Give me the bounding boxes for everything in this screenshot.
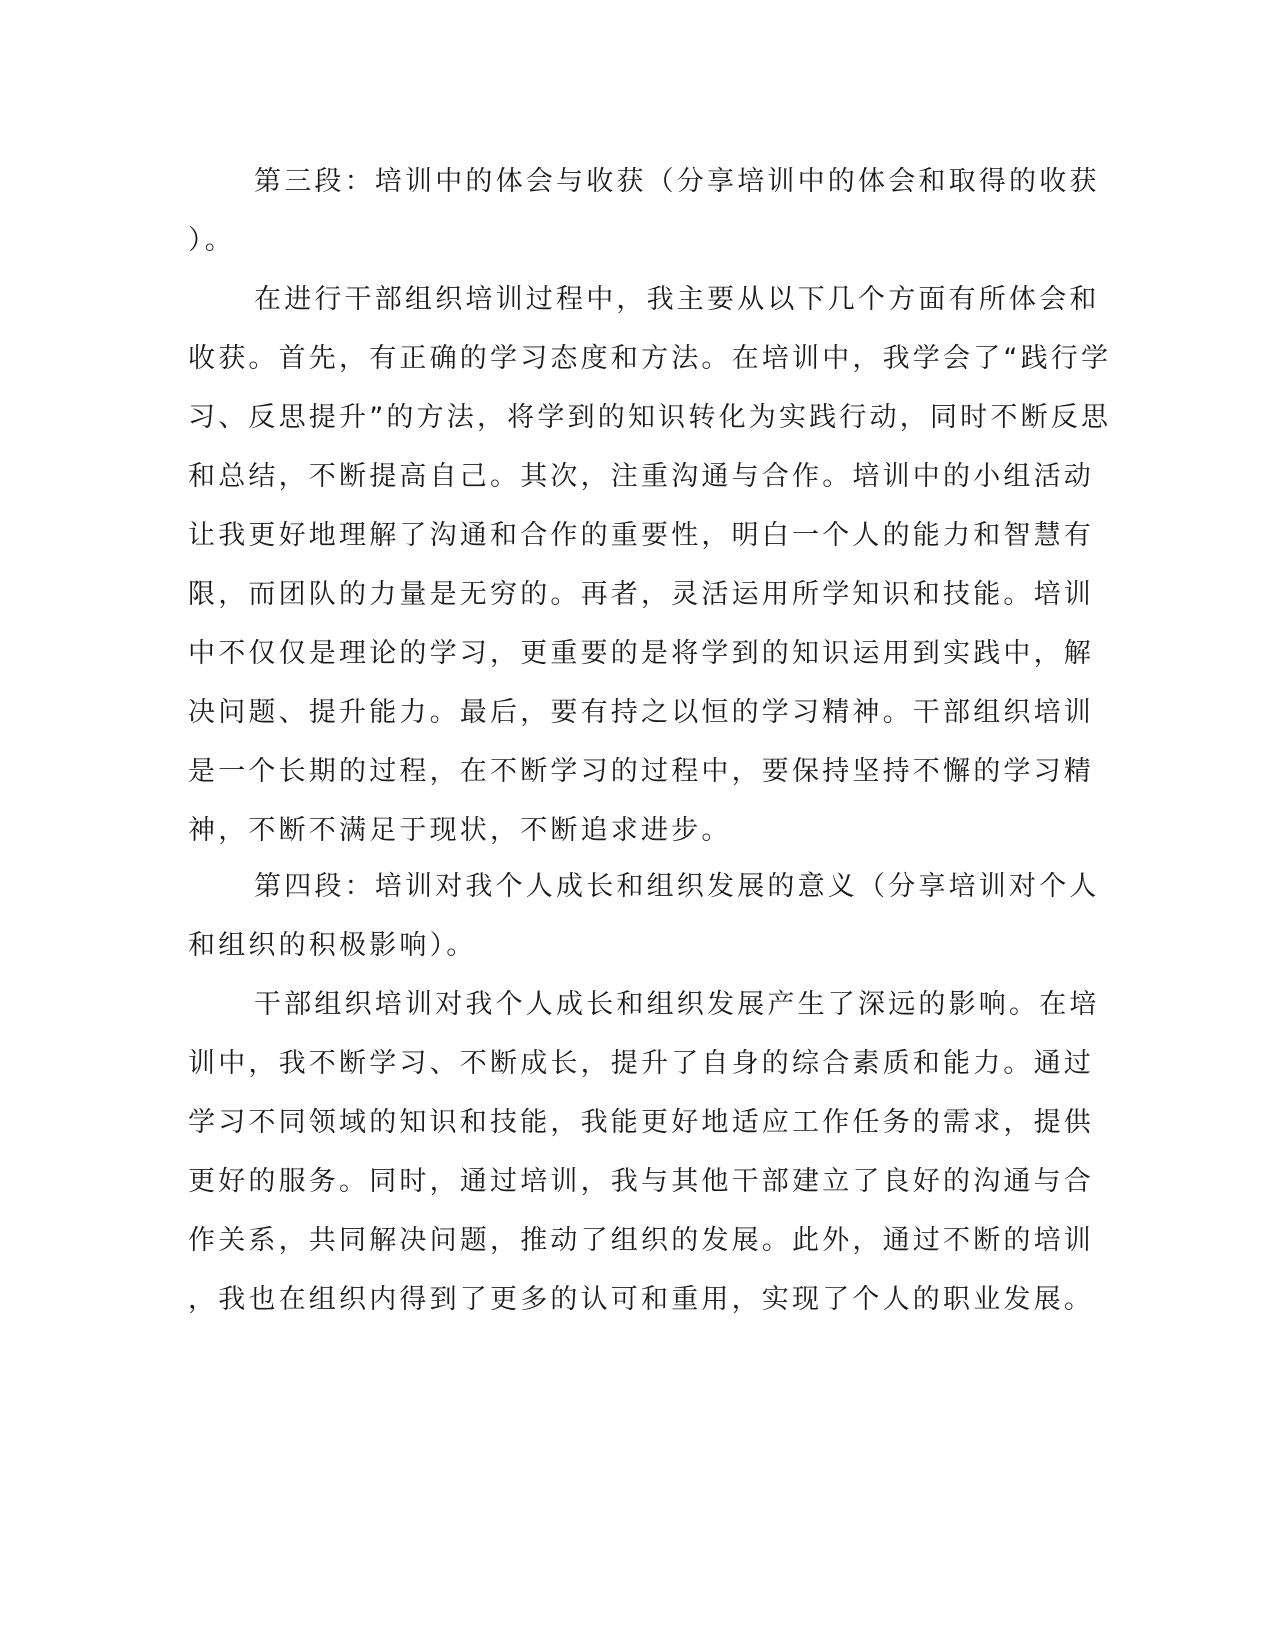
paragraph-line: 干部组织培训对我个人成长和组织发展产生了深远的影响。在培 xyxy=(254,989,1100,1020)
paragraph-line: 中不仅仅是理论的学习，更重要的是将学到的知识运用到实践中，解 xyxy=(188,638,1094,669)
paragraph-line: 收获。首先，有正确的学习态度和方法。在培训中，我学会了“践行学 xyxy=(188,343,1112,374)
paragraph-line: 让我更好地理解了沟通和合作的重要性，明白一个人的能力和智慧有 xyxy=(188,520,1094,551)
paragraph-line: 作关系，共同解决问题，推动了组织的发展。此外，通过不断的培训 xyxy=(188,1225,1094,1256)
section-four-heading-line-2: 和组织的积极影响）。 xyxy=(188,930,477,961)
paragraph-line: 神，不断不满足于现状，不断追求进步。 xyxy=(188,815,732,846)
paragraph-line: 决问题、提升能力。最后，要有持之以恒的学习精神。干部组织培训 xyxy=(188,697,1094,728)
paragraph-line: ，我也在组织内得到了更多的认可和重用，实现了个人的职业发展。 xyxy=(188,1284,1094,1315)
paragraph-line: 在进行干部组织培训过程中，我主要从以下几个方面有所体会和 xyxy=(254,284,1100,315)
paragraph-line: 和总结，不断提高自己。其次，注重沟通与合作。培训中的小组活动 xyxy=(188,461,1094,492)
section-three-heading-line-2: ）。 xyxy=(188,225,235,256)
paragraph-line: 限，而团队的力量是无穷的。再者，灵活运用所学知识和技能。培训 xyxy=(188,579,1094,610)
section-three-heading-line-1: 第三段：培训中的体会与收获（分享培训中的体会和取得的收获 xyxy=(254,166,1100,197)
paragraph-line: 学习不同领域的知识和技能，我能更好地适应工作任务的需求，提供 xyxy=(188,1107,1094,1138)
section-four-heading-line-1: 第四段：培训对我个人成长和组织发展的意义（分享培训对个人 xyxy=(254,871,1100,902)
paragraph-line: 是一个长期的过程，在不断学习的过程中，要保持坚持不懈的学习精 xyxy=(188,756,1094,787)
paragraph-line: 训中，我不断学习、不断成长，提升了自身的综合素质和能力。通过 xyxy=(188,1048,1094,1079)
paragraph-line: 更好的服务。同时，通过培训，我与其他干部建立了良好的沟通与合 xyxy=(188,1166,1094,1197)
paragraph-line: 习、反思提升”的方法，将学到的知识转化为实践行动，同时不断反思 xyxy=(188,402,1112,433)
